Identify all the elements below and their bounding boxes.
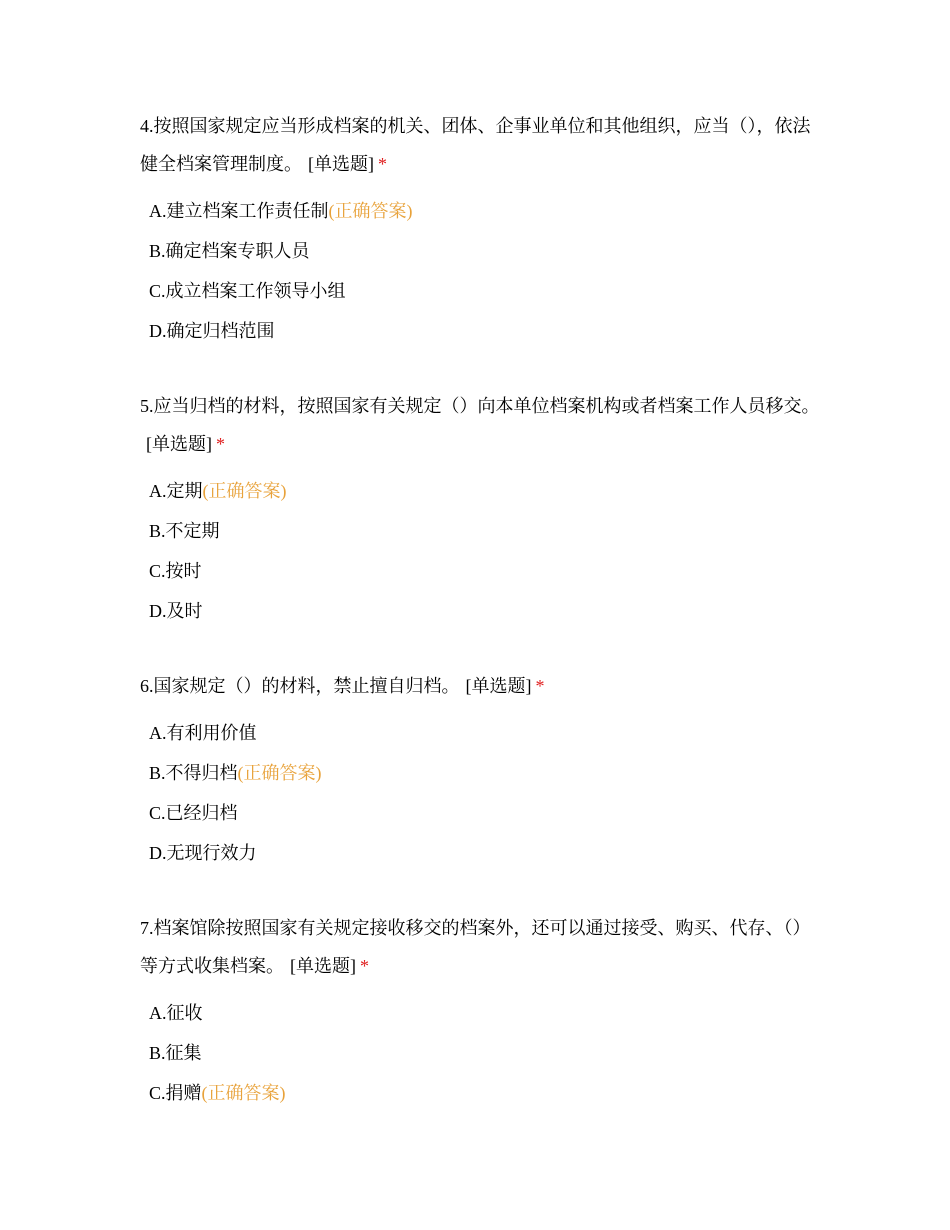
option-letter: B. <box>149 241 166 261</box>
question-text: 档案馆除按照国家有关规定接收移交的档案外，还可以通过接受、购买、代存、（）等方式收集档案。 <box>140 918 811 976</box>
option-b[interactable] <box>140 1033 820 1073</box>
correct-answer-mark: (正确答案) <box>201 1083 286 1103</box>
option-b[interactable] <box>140 753 820 793</box>
option-letter: C. <box>149 1083 166 1103</box>
option-text: 定期 <box>166 481 203 501</box>
option-letter: D. <box>149 321 167 341</box>
question-type-label: [单选题] <box>146 434 212 454</box>
option-letter: B. <box>149 763 166 783</box>
option-b[interactable] <box>140 231 820 271</box>
option-b[interactable] <box>140 511 820 551</box>
required-mark: * <box>535 676 545 696</box>
option-d[interactable] <box>140 833 820 873</box>
correct-answer-mark: (正确答案) <box>237 763 322 783</box>
option-text: 及时 <box>166 601 203 621</box>
option-letter: B. <box>149 1043 166 1063</box>
question-5 <box>140 387 820 631</box>
option-letter: A. <box>149 723 167 743</box>
option-a[interactable] <box>140 713 820 753</box>
correct-answer-mark: (正确答案) <box>328 201 413 221</box>
question-title <box>140 909 820 985</box>
question-7 <box>140 909 820 1113</box>
option-text: 不定期 <box>165 521 220 541</box>
option-letter: C. <box>149 281 166 301</box>
option-letter: B. <box>149 521 166 541</box>
question-title <box>140 387 820 463</box>
required-mark: * <box>360 956 369 976</box>
option-letter: D. <box>149 601 167 621</box>
options-list <box>140 993 820 1113</box>
option-text: 捐赠 <box>165 1083 202 1103</box>
question-text: 按照国家规定应当形成档案的机关、团体、企事业单位和其他组织，应当（），依法健全档案管理制度。 <box>140 116 811 174</box>
option-text: 不得归档 <box>165 763 238 783</box>
required-mark: * <box>216 434 225 454</box>
option-text: 征收 <box>166 1003 203 1023</box>
options-list <box>140 713 820 873</box>
question-6 <box>140 667 820 873</box>
option-text: 无现行效力 <box>166 843 257 863</box>
option-a[interactable] <box>140 993 820 1033</box>
option-c[interactable] <box>140 793 820 833</box>
question-title <box>140 667 820 705</box>
question-text: 应当归档的材料，按照国家有关规定（）向本单位档案机构或者档案工作人员移交。 <box>153 396 820 416</box>
options-list <box>140 191 820 351</box>
option-c[interactable] <box>140 1073 820 1113</box>
option-text: 有利用价值 <box>166 723 257 743</box>
option-a[interactable] <box>140 471 820 511</box>
question-text: 国家规定（）的材料，禁止擅自归档。 <box>153 676 460 696</box>
option-text: 征集 <box>165 1043 202 1063</box>
option-text: 成立档案工作领导小组 <box>165 281 346 301</box>
option-letter: D. <box>149 843 167 863</box>
option-d[interactable] <box>140 591 820 631</box>
option-a[interactable] <box>140 191 820 231</box>
option-text: 建立档案工作责任制 <box>166 201 329 221</box>
question-number: 5. <box>140 396 154 416</box>
option-text: 按时 <box>165 561 202 581</box>
option-letter: A. <box>149 1003 167 1023</box>
option-text: 确定档案专职人员 <box>165 241 310 261</box>
correct-answer-mark: (正确答案) <box>202 481 287 501</box>
option-letter: A. <box>149 201 167 221</box>
option-text: 已经归档 <box>165 803 238 823</box>
question-4 <box>140 107 820 351</box>
question-number: 7. <box>140 918 154 938</box>
option-text: 确定归档范围 <box>166 321 275 341</box>
option-letter: A. <box>149 481 167 501</box>
question-title <box>140 107 820 183</box>
question-type-label: [单选题] <box>308 154 374 174</box>
option-c[interactable] <box>140 551 820 591</box>
option-letter: C. <box>149 561 166 581</box>
required-mark: * <box>378 154 387 174</box>
option-c[interactable] <box>140 271 820 311</box>
options-list <box>140 471 820 631</box>
question-type-label: [单选题] <box>290 956 356 976</box>
question-type-label: [单选题] <box>465 676 532 696</box>
option-letter: C. <box>149 803 166 823</box>
question-number: 6. <box>140 676 154 696</box>
option-d[interactable] <box>140 311 820 351</box>
question-number: 4. <box>140 116 154 136</box>
